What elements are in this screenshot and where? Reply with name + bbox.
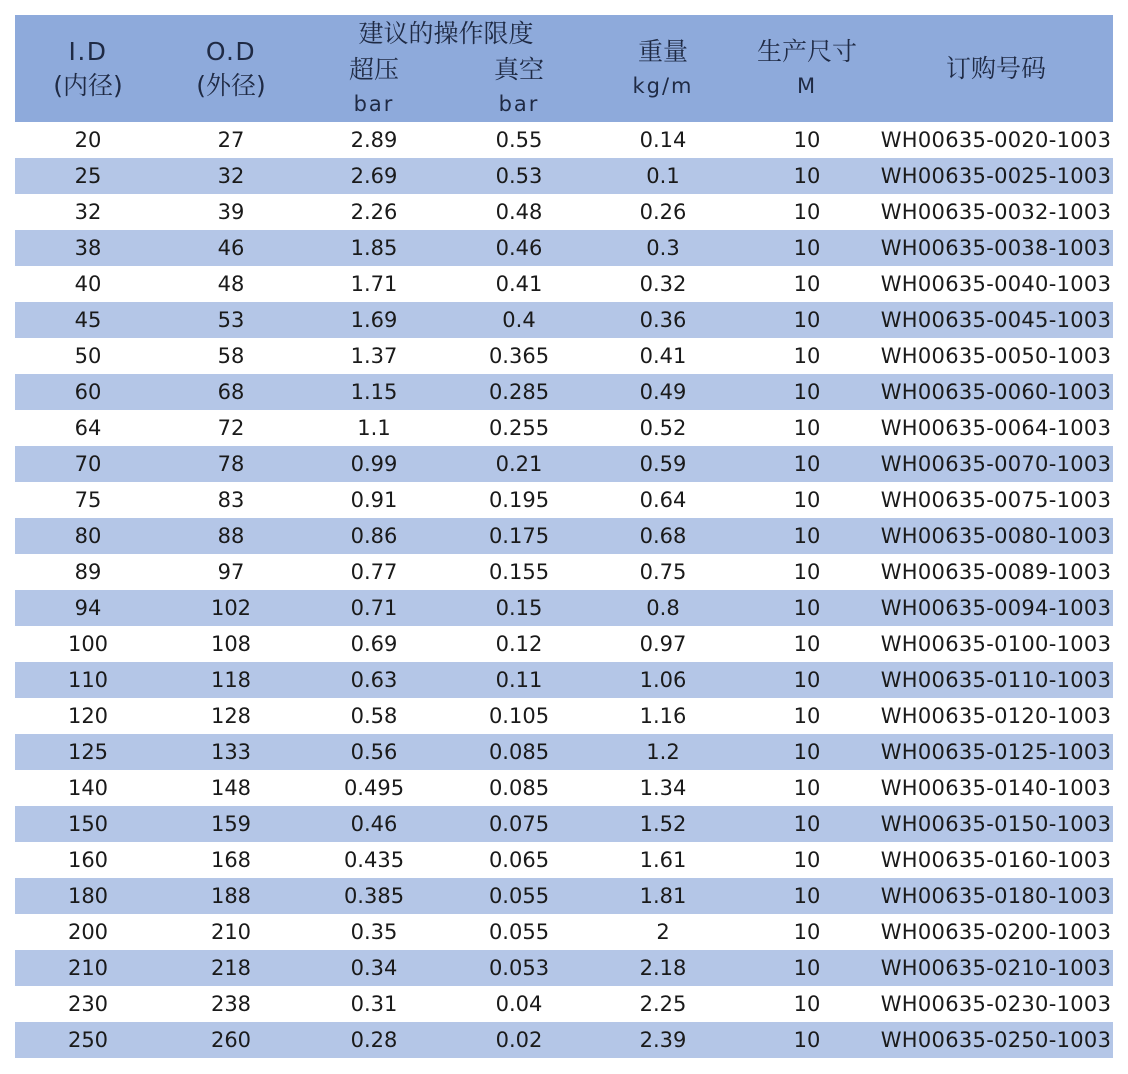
cell-order: WH00635-0040-1003	[880, 272, 1112, 296]
cell-vacuum: 0.15	[495, 596, 543, 620]
cell-weight: 0.26	[639, 200, 687, 224]
cell-od: 53	[217, 308, 245, 332]
cell-weight: 0.14	[639, 128, 687, 152]
cell-od: 188	[210, 884, 252, 908]
cell-od: 32	[217, 164, 245, 188]
cell-id: 200	[67, 920, 109, 944]
cell-id: 50	[74, 344, 102, 368]
cell-od: 72	[217, 416, 245, 440]
cell-length: 10	[793, 344, 821, 368]
cell-id: 100	[67, 632, 109, 656]
cell-order: WH00635-0160-1003	[880, 848, 1112, 872]
table-row	[15, 626, 1113, 662]
cell-pressure: 0.46	[350, 812, 398, 836]
cell-od: 260	[210, 1028, 252, 1052]
cell-length: 10	[793, 164, 821, 188]
table-row	[15, 806, 1113, 842]
cell-length: 10	[793, 380, 821, 404]
cell-length: 10	[793, 596, 821, 620]
header-id	[15, 35, 161, 103]
cell-length: 10	[793, 272, 821, 296]
cell-weight: 0.52	[639, 416, 687, 440]
table-row	[15, 554, 1113, 590]
header-length	[735, 35, 879, 103]
cell-id: 89	[74, 560, 102, 584]
cell-vacuum: 0.075	[488, 812, 550, 836]
cell-weight: 1.34	[639, 776, 687, 800]
table-row	[15, 194, 1113, 230]
cell-od: 48	[217, 272, 245, 296]
cell-weight: 0.36	[639, 308, 687, 332]
header-pressure	[301, 53, 447, 121]
cell-length: 10	[793, 776, 821, 800]
header-vacuum-unit: bar	[498, 92, 540, 116]
cell-vacuum: 0.55	[495, 128, 543, 152]
cell-od: 128	[210, 704, 252, 728]
cell-order: WH00635-0150-1003	[880, 812, 1112, 836]
cell-weight: 1.06	[639, 668, 687, 692]
cell-weight: 2	[656, 920, 670, 944]
cell-pressure: 0.63	[350, 668, 398, 692]
cell-length: 10	[793, 920, 821, 944]
header-weight-label: 重量	[637, 37, 688, 66]
cell-vacuum: 0.065	[488, 848, 550, 872]
cell-weight: 2.18	[639, 956, 687, 980]
cell-vacuum: 0.195	[488, 488, 550, 512]
cell-vacuum: 0.365	[488, 344, 550, 368]
cell-length: 10	[793, 236, 821, 260]
cell-order: WH00635-0230-1003	[880, 992, 1112, 1016]
cell-pressure: 0.86	[350, 524, 398, 548]
cell-id: 230	[67, 992, 109, 1016]
cell-id: 140	[67, 776, 109, 800]
cell-vacuum: 0.04	[495, 992, 543, 1016]
cell-order: WH00635-0180-1003	[880, 884, 1112, 908]
cell-order: WH00635-0045-1003	[880, 308, 1112, 332]
cell-vacuum: 0.12	[495, 632, 543, 656]
header-vacuum	[447, 53, 591, 121]
cell-pressure: 2.69	[350, 164, 398, 188]
cell-length: 10	[793, 848, 821, 872]
cell-order: WH00635-0200-1003	[880, 920, 1112, 944]
cell-od: 27	[217, 128, 245, 152]
cell-vacuum: 0.4	[502, 308, 536, 332]
cell-pressure: 0.34	[350, 956, 398, 980]
cell-id: 180	[67, 884, 109, 908]
cell-vacuum: 0.53	[495, 164, 543, 188]
cell-id: 38	[74, 236, 102, 260]
cell-pressure: 1.1	[357, 416, 391, 440]
cell-weight: 2.39	[639, 1028, 687, 1052]
cell-id: 70	[74, 452, 102, 476]
cell-weight: 1.81	[639, 884, 687, 908]
table-row	[15, 482, 1113, 518]
cell-length: 10	[793, 668, 821, 692]
cell-weight: 2.25	[639, 992, 687, 1016]
cell-length: 10	[793, 560, 821, 584]
cell-length: 10	[793, 308, 821, 332]
table-row	[15, 986, 1113, 1022]
table-row	[15, 302, 1113, 338]
header-od	[161, 35, 301, 103]
cell-od: 102	[210, 596, 252, 620]
cell-id: 120	[67, 704, 109, 728]
header-od-top: O.D	[205, 37, 257, 66]
cell-order: WH00635-0064-1003	[880, 416, 1112, 440]
cell-pressure: 0.77	[350, 560, 398, 584]
header-id-bottom: (内径)	[53, 71, 123, 100]
header-length-label: 生产尺寸	[756, 37, 857, 66]
cell-weight: 0.1	[646, 164, 680, 188]
cell-od: 238	[210, 992, 252, 1016]
header-pressure-unit: bar	[353, 92, 395, 116]
cell-od: 210	[210, 920, 252, 944]
header-od-bottom: (外径)	[196, 71, 266, 100]
cell-od: 88	[217, 524, 245, 548]
cell-od: 58	[217, 344, 245, 368]
cell-order: WH00635-0060-1003	[880, 380, 1112, 404]
table-row	[15, 698, 1113, 734]
cell-od: 46	[217, 236, 245, 260]
cell-vacuum: 0.055	[488, 920, 550, 944]
cell-order: WH00635-0020-1003	[880, 128, 1112, 152]
cell-length: 10	[793, 200, 821, 224]
cell-vacuum: 0.46	[495, 236, 543, 260]
cell-weight: 0.75	[639, 560, 687, 584]
cell-pressure: 0.385	[343, 884, 405, 908]
cell-length: 10	[793, 1028, 821, 1052]
table-row	[15, 662, 1113, 698]
cell-vacuum: 0.285	[488, 380, 550, 404]
cell-order: WH00635-0089-1003	[880, 560, 1112, 584]
cell-id: 60	[74, 380, 102, 404]
cell-weight: 0.64	[639, 488, 687, 512]
cell-id: 64	[74, 416, 102, 440]
cell-length: 10	[793, 128, 821, 152]
cell-order: WH00635-0032-1003	[880, 200, 1112, 224]
cell-pressure: 0.71	[350, 596, 398, 620]
spec-table	[15, 15, 1113, 1058]
table-row	[15, 950, 1113, 986]
cell-weight: 0.3	[646, 236, 680, 260]
cell-length: 10	[793, 704, 821, 728]
cell-weight: 1.61	[639, 848, 687, 872]
cell-weight: 1.52	[639, 812, 687, 836]
table-row	[15, 410, 1113, 446]
cell-od: 108	[210, 632, 252, 656]
cell-od: 78	[217, 452, 245, 476]
cell-id: 250	[67, 1028, 109, 1052]
table-row	[15, 914, 1113, 950]
cell-id: 25	[74, 164, 102, 188]
cell-pressure: 2.89	[350, 128, 398, 152]
table-row	[15, 338, 1113, 374]
cell-id: 32	[74, 200, 102, 224]
cell-od: 97	[217, 560, 245, 584]
table-row	[15, 122, 1113, 158]
header-order: 订购号码	[945, 54, 1046, 83]
table-row	[15, 230, 1113, 266]
cell-vacuum: 0.085	[488, 776, 550, 800]
cell-pressure: 0.99	[350, 452, 398, 476]
header-pressure-label: 超压	[348, 55, 399, 84]
cell-weight: 0.49	[639, 380, 687, 404]
header-weight-unit: kg/m	[632, 74, 694, 98]
header-limits-title: 建议的操作限度	[358, 19, 534, 48]
table-row	[15, 158, 1113, 194]
cell-vacuum: 0.255	[488, 416, 550, 440]
cell-id: 125	[67, 740, 109, 764]
cell-pressure: 1.71	[350, 272, 398, 296]
table-row	[15, 770, 1113, 806]
cell-order: WH00635-0038-1003	[880, 236, 1112, 260]
cell-pressure: 1.69	[350, 308, 398, 332]
cell-od: 218	[210, 956, 252, 980]
table-row	[15, 446, 1113, 482]
cell-vacuum: 0.105	[488, 704, 550, 728]
cell-id: 210	[67, 956, 109, 980]
cell-length: 10	[793, 884, 821, 908]
cell-length: 10	[793, 740, 821, 764]
cell-length: 10	[793, 632, 821, 656]
cell-order: WH00635-0094-1003	[880, 596, 1112, 620]
cell-length: 10	[793, 812, 821, 836]
cell-order: WH00635-0050-1003	[880, 344, 1112, 368]
cell-vacuum: 0.21	[495, 452, 543, 476]
cell-length: 10	[793, 524, 821, 548]
cell-order: WH00635-0125-1003	[880, 740, 1112, 764]
cell-pressure: 2.26	[350, 200, 398, 224]
cell-vacuum: 0.48	[495, 200, 543, 224]
cell-order: WH00635-0210-1003	[880, 956, 1112, 980]
cell-pressure: 1.85	[350, 236, 398, 260]
cell-id: 160	[67, 848, 109, 872]
table-row	[15, 842, 1113, 878]
cell-id: 110	[67, 668, 109, 692]
cell-od: 83	[217, 488, 245, 512]
cell-weight: 1.2	[646, 740, 680, 764]
cell-pressure: 0.35	[350, 920, 398, 944]
cell-length: 10	[793, 452, 821, 476]
table-row	[15, 734, 1113, 770]
cell-weight: 0.41	[639, 344, 687, 368]
header-vacuum-label: 真空	[493, 55, 544, 84]
cell-vacuum: 0.055	[488, 884, 550, 908]
table-row	[15, 266, 1113, 302]
cell-vacuum: 0.085	[488, 740, 550, 764]
cell-od: 168	[210, 848, 252, 872]
cell-pressure: 0.56	[350, 740, 398, 764]
cell-length: 10	[793, 956, 821, 980]
cell-order: WH00635-0025-1003	[880, 164, 1112, 188]
cell-length: 10	[793, 992, 821, 1016]
cell-pressure: 1.37	[350, 344, 398, 368]
cell-order: WH00635-0120-1003	[880, 704, 1112, 728]
cell-order: WH00635-0250-1003	[880, 1028, 1112, 1052]
cell-pressure: 0.28	[350, 1028, 398, 1052]
table-row	[15, 878, 1113, 914]
cell-length: 10	[793, 416, 821, 440]
cell-vacuum: 0.11	[495, 668, 543, 692]
cell-id: 150	[67, 812, 109, 836]
cell-vacuum: 0.02	[495, 1028, 543, 1052]
cell-od: 159	[210, 812, 252, 836]
header-length-unit: M	[796, 74, 818, 98]
cell-order: WH00635-0110-1003	[880, 668, 1112, 692]
header-id-top: I.D	[68, 37, 108, 66]
cell-vacuum: 0.155	[488, 560, 550, 584]
cell-weight: 0.59	[639, 452, 687, 476]
cell-weight: 0.68	[639, 524, 687, 548]
cell-id: 94	[74, 596, 102, 620]
cell-od: 148	[210, 776, 252, 800]
cell-od: 133	[210, 740, 252, 764]
cell-od: 68	[217, 380, 245, 404]
cell-order: WH00635-0100-1003	[880, 632, 1112, 656]
cell-weight: 0.8	[646, 596, 680, 620]
cell-od: 118	[210, 668, 252, 692]
cell-order: WH00635-0140-1003	[880, 776, 1112, 800]
cell-vacuum: 0.175	[488, 524, 550, 548]
table-header	[15, 15, 1113, 122]
cell-id: 75	[74, 488, 102, 512]
cell-weight: 0.97	[639, 632, 687, 656]
cell-pressure: 0.91	[350, 488, 398, 512]
table-row	[15, 374, 1113, 410]
cell-id: 20	[74, 128, 102, 152]
table-row	[15, 590, 1113, 626]
cell-id: 40	[74, 272, 102, 296]
cell-weight: 0.32	[639, 272, 687, 296]
cell-pressure: 0.31	[350, 992, 398, 1016]
cell-id: 80	[74, 524, 102, 548]
cell-vacuum: 0.41	[495, 272, 543, 296]
cell-order: WH00635-0080-1003	[880, 524, 1112, 548]
table-row	[15, 518, 1113, 554]
table-body	[15, 122, 1113, 1058]
cell-pressure: 0.58	[350, 704, 398, 728]
cell-vacuum: 0.053	[488, 956, 550, 980]
cell-pressure: 0.495	[343, 776, 405, 800]
cell-weight: 1.16	[639, 704, 687, 728]
table-row	[15, 1022, 1113, 1058]
cell-length: 10	[793, 488, 821, 512]
header-weight	[591, 35, 735, 103]
cell-id: 45	[74, 308, 102, 332]
cell-pressure: 1.15	[350, 380, 398, 404]
cell-od: 39	[217, 200, 245, 224]
cell-pressure: 0.435	[343, 848, 405, 872]
cell-order: WH00635-0075-1003	[880, 488, 1112, 512]
cell-order: WH00635-0070-1003	[880, 452, 1112, 476]
cell-pressure: 0.69	[350, 632, 398, 656]
